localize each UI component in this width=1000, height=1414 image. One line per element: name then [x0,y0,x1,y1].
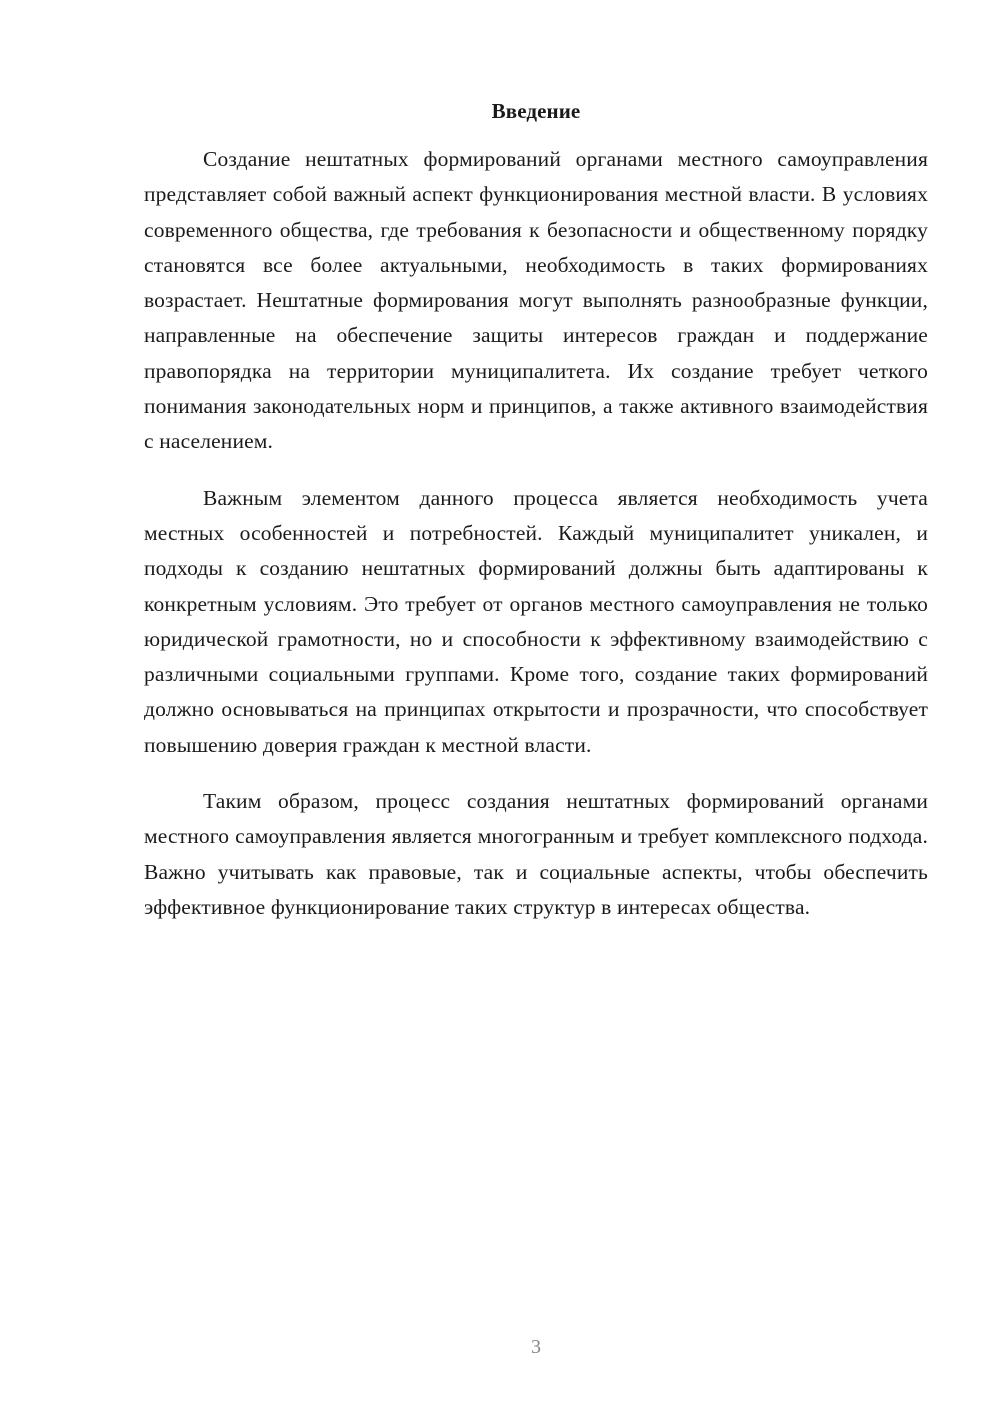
paragraph-2: Важным элементом данного процесса является необходимость учета местных особенностей и потребностей. Каждый муниципалитет уникален, и подходы к созданию нештатных формирований должны быть адаптированы к конкретным условиям. Это требует от органов местного самоуправления не только юридической грамотности, но и способности к эффективному взаимодействию с различными социальными группами. Кроме того, создание таких формирований должно основываться на принципах открытости и прозрачности, что способствует повышению доверия граждан к местной власти. [144,485,928,757]
body-text [144,142,928,946]
paragraph-3: Таким образом, процесс создания нештатных формирований органами местного самоуправления является многогранным и требует комплексного подхода. Важно учитывать как правовые, так и социальные аспекты, чтобы обеспечить эффективное функционирование таких структур в интересах общества. [144,789,928,919]
section-title: Введение [491,99,581,123]
paragraph-1: Создание нештатных формирований органами местного самоуправления представляет собой важный аспект функционирования местной власти. В условиях современного общества, где требования к безопасности и общественному порядку становятся все более актуальными, необходимость в таких формированиях возрастает. Нештатные формирования могут выполнять разнообразные функции, направленные на обеспечение защиты интересов граждан и поддержание правопорядка на территории муниципалитета. Их создание требует четкого понимания законодательных норм и принципов, а также активного взаимодействия с населением. [144,147,928,454]
page-number: 3 [531,1336,541,1358]
